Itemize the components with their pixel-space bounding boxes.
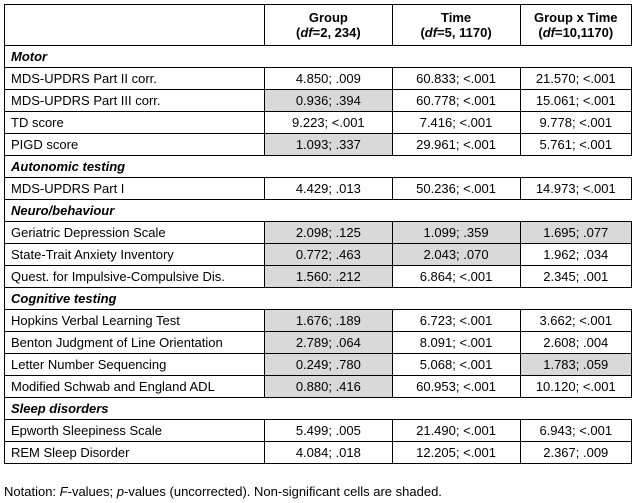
section-row-neuro <box>5 200 632 222</box>
cell-time: 2.043; .070 <box>392 244 520 266</box>
cell-group: 5.499; .005 <box>265 420 392 442</box>
cell-group: 9.223; <.001 <box>265 112 392 134</box>
header-time-df-label: df <box>424 25 438 40</box>
table-row <box>5 90 632 112</box>
table-row <box>5 376 632 398</box>
cell-time: 29.961; <.001 <box>392 134 520 156</box>
header-group: Group (df=2, 234) <box>265 5 392 46</box>
table-row <box>5 332 632 354</box>
row-label: MDS-UPDRS Part I <box>5 178 265 200</box>
header-time-title: Time <box>441 10 472 25</box>
row-label: TD score <box>5 112 265 134</box>
row-label: Letter Number Sequencing <box>5 354 265 376</box>
section-row-sleep <box>5 398 632 420</box>
row-label: State-Trait Anxiety Inventory <box>5 244 265 266</box>
table-note <box>4 484 442 499</box>
cell-time: 12.205; <.001 <box>392 442 520 464</box>
header-time: Time (df=5, 1170) <box>392 5 520 46</box>
cell-time: 60.833; <.001 <box>392 68 520 90</box>
cell-interaction: 1.695; .077 <box>520 222 631 244</box>
section-row-cognitive <box>5 288 632 310</box>
row-label: Benton Judgment of Line Orientation <box>5 332 265 354</box>
row-label: Quest. for Impulsive-Compulsive Dis. <box>5 266 265 288</box>
cell-group: 0.249; .780 <box>265 354 392 376</box>
header-empty <box>5 5 265 46</box>
cell-group: 4.850; .009 <box>265 68 392 90</box>
table-row <box>5 112 632 134</box>
cell-group: 0.772; .463 <box>265 244 392 266</box>
row-label: Geriatric Depression Scale <box>5 222 265 244</box>
cell-time: 6.723; <.001 <box>392 310 520 332</box>
cell-interaction: 15.061; <.001 <box>520 90 631 112</box>
cell-time: 1.099; .359 <box>392 222 520 244</box>
cell-interaction: 14.973; <.001 <box>520 178 631 200</box>
row-label: Modified Schwab and England ADL <box>5 376 265 398</box>
table-row <box>5 222 632 244</box>
cell-time: 21.490; <.001 <box>392 420 520 442</box>
header-interaction-df-value: =10,1170) <box>554 25 614 40</box>
cell-group: 0.880; .416 <box>265 376 392 398</box>
header-time-df-value: =5, 1170) <box>437 25 492 40</box>
header-interaction-title: Group x Time <box>533 10 618 25</box>
cell-interaction: 5.761; <.001 <box>520 134 631 156</box>
note-mid: -values; <box>67 484 117 499</box>
row-label: MDS-UPDRS Part III corr. <box>5 90 265 112</box>
cell-group: 2.098; .125 <box>265 222 392 244</box>
cell-interaction: 10.120; <.001 <box>520 376 631 398</box>
cell-interaction: 1.783; .059 <box>520 354 631 376</box>
section-row-motor <box>5 46 632 68</box>
cell-interaction: 21.570; <.001 <box>520 68 631 90</box>
table-row <box>5 68 632 90</box>
cell-interaction: 9.778; <.001 <box>520 112 631 134</box>
cell-group: 4.084; .018 <box>265 442 392 464</box>
cell-interaction: 2.345; .001 <box>520 266 631 288</box>
table-row <box>5 134 632 156</box>
row-label: MDS-UPDRS Part II corr. <box>5 68 265 90</box>
header-group-title: Group <box>308 10 348 25</box>
note-p-symbol: p <box>116 484 124 499</box>
section-title: Sleep disorders <box>5 398 632 420</box>
table-row <box>5 244 632 266</box>
header-group-df-label: df <box>300 25 313 40</box>
section-title: Autonomic testing <box>5 156 632 178</box>
cell-time: 5.068; <.001 <box>392 354 520 376</box>
header-interaction-df-label: df <box>542 25 555 40</box>
table-row <box>5 420 632 442</box>
section-row-autonomic <box>5 156 632 178</box>
cell-group: 1.676; .189 <box>265 310 392 332</box>
cell-time: 50.236; <.001 <box>392 178 520 200</box>
cell-time: 8.091; <.001 <box>392 332 520 354</box>
cell-group: 2.789; .064 <box>265 332 392 354</box>
table-row <box>5 178 632 200</box>
cell-group: 1.560: .212 <box>265 266 392 288</box>
cell-group: 1.093; .337 <box>265 134 392 156</box>
cell-time: 60.953; <.001 <box>392 376 520 398</box>
cell-interaction: 6.943; <.001 <box>520 420 631 442</box>
row-label: PIGD score <box>5 134 265 156</box>
header-row <box>5 5 632 46</box>
cell-group: 4.429; .013 <box>265 178 392 200</box>
results-table <box>4 4 632 464</box>
section-title: Motor <box>5 46 632 68</box>
row-label: Hopkins Verbal Learning Test <box>5 310 265 332</box>
cell-time: 7.416; <.001 <box>392 112 520 134</box>
cell-group: 0.936; .394 <box>265 90 392 112</box>
cell-interaction: 3.662; <.001 <box>520 310 631 332</box>
note-f-symbol: F <box>59 484 68 499</box>
table-row <box>5 354 632 376</box>
section-title: Cognitive testing <box>5 288 632 310</box>
header-group-df-value: =2, 234) <box>312 25 361 40</box>
table-row <box>5 266 632 288</box>
cell-interaction: 1.962; .034 <box>520 244 631 266</box>
row-label: REM Sleep Disorder <box>5 442 265 464</box>
cell-time: 60.778; <.001 <box>392 90 520 112</box>
section-title: Neuro/behaviour <box>5 200 632 222</box>
cell-interaction: 2.608; .004 <box>520 332 631 354</box>
table-row <box>5 442 632 464</box>
cell-interaction: 2.367; .009 <box>520 442 631 464</box>
header-interaction: Group x Time (df=10,1170) <box>520 5 631 46</box>
table-row <box>5 310 632 332</box>
cell-time: 6.864; <.001 <box>392 266 520 288</box>
row-label: Epworth Sleepiness Scale <box>5 420 265 442</box>
note-prefix: Notation: <box>4 484 60 499</box>
note-suffix: -values (uncorrected). Non-significant cells are shaded. <box>123 484 442 499</box>
